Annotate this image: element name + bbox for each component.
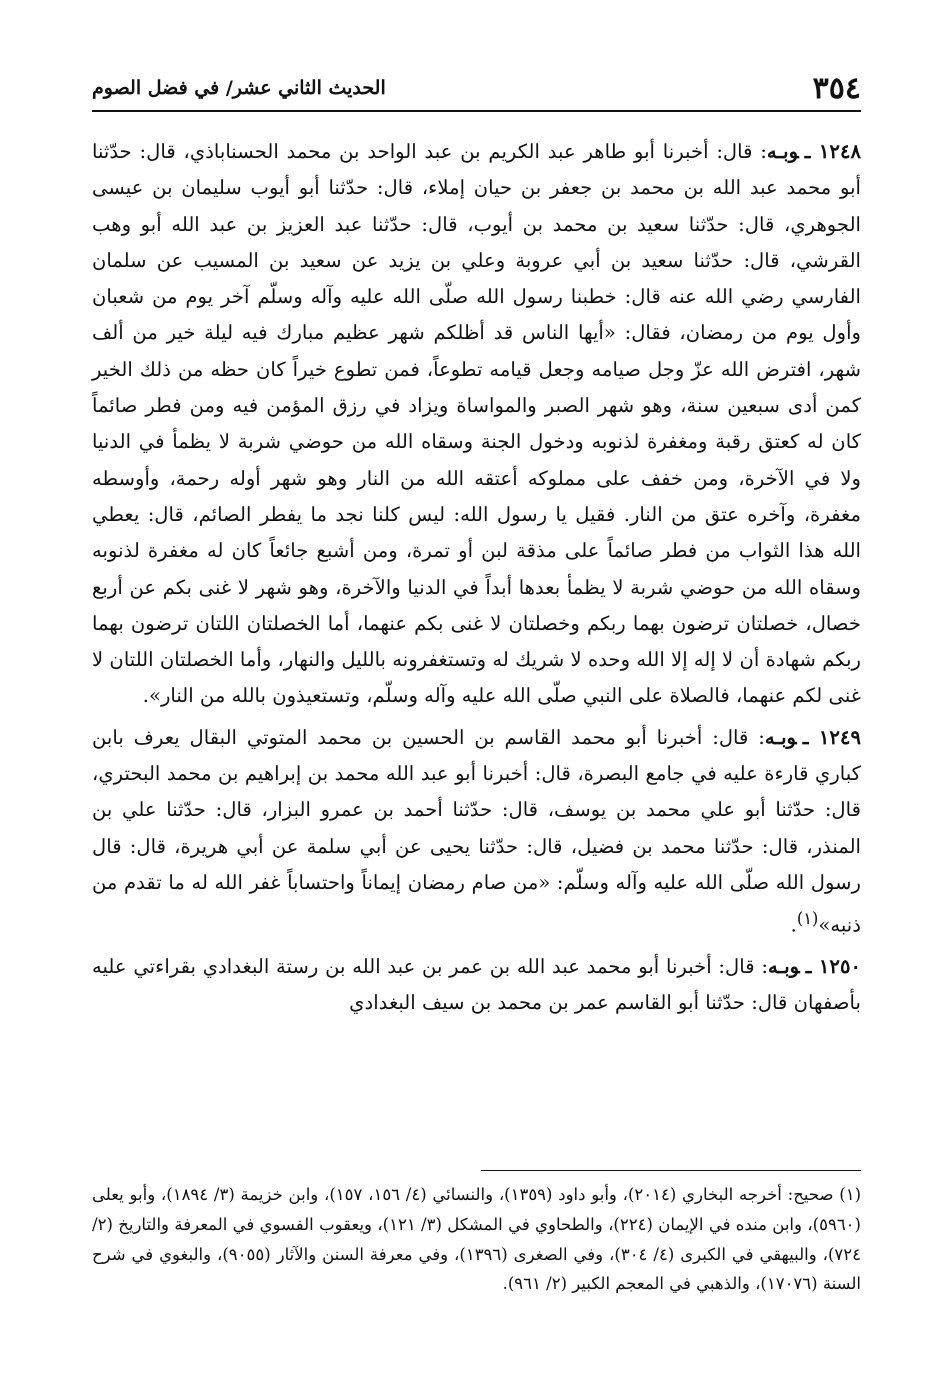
hadith-entry-1250	[92, 949, 861, 1022]
hadith-number: ١٢٤٩ ـ	[802, 725, 861, 749]
page-header	[92, 66, 861, 112]
hadith-text: : قال: أخبرنا أبو محمد القاسم بن الحسين بن محمد المتوتي البقال يعرف بابن كباري قارءة عليه في جامع البصرة، قال: أخبرنا أبو عبد الله محمد بن إبراهيم بن محمد البحتري، قال: حدّثنا أبو علي محمد بن يوسف، قال: حدّثنا أحمد بن عمرو البزار، قال: حدّثنا علي بن المنذر، قال: حدّثنا محمد بن فضيل، قال: حدّثنا يحيى عن أبي سلمة عن أبي هريرة، قال: قال رسول الله صلّى الله عليه وآله وسلّم: «من صام رمضان إيماناً واحتساباً غفر الله له ما تقدم من ذنبه»	[92, 725, 861, 937]
hadith-text: : قال: أخبرنا أبو محمد عبد الله بن عمر بن عبد الله بن رستة البغدادي بقراءتي عليه بأصفهان قال: حدّثنا أبو القاسم عمر بن محمد بن سيف البغدادي	[92, 955, 861, 1015]
hadith-end-punctuation: .	[790, 913, 797, 937]
hadith-text: : قال: أخبرنا أبو طاهر عبد الكريم بن عبد الواحد بن محمد الحسناباذي، قال: حدّثنا أبو محمد عبد الله بن محمد بن جعفر بن حيان إملاء، قال: حدّثنا أبو أيوب سليمان بن عيسى الجوهري، قال: حدّثنا سعيد بن محمد بن أيوب، قال: حدّثنا عبد العزيز بن عبد الله أبو وهب القرشي، قال: حدّثنا سعيد بن أبي عروبة وعلي بن يزيد عن سعيد بن المسيب عن سلمان الفارسي رضي الله عنه قال: خطبنا رسول الله صلّى الله عليه وآله وسلّم آخر يوم من شعبان وأول يوم من رمضان، فقال: «أيها الناس قد أظلكم شهر عظيم مبارك فيه ليلة خير من ألف شهر، افترض الله عزّ وجل صيامه وجعل قيامه تطوعاً، فمن تطوع خيراً كان حظه من ذلك الخير كمن أدى سبعين سنة، وهو شهر الصبر والمواساة ويزاد في رزق المؤمن فيه ومن فطر صائماً كان له كعتق رقبة ومغفرة لذنوبه ودخول الجنة وسقاه الله من حوضي شربة لا يظمأ في الدنيا ولا في الآخرة، ومن خفف على مملوكه أعتقه الله من النار وهو شهر أوله رحمة، وأوسطه مغفرة، وآخره عتق من النار. فقيل يا رسول الله: ليس كلنا نجد ما يفطر الصائم، قال: يعطي الله هذا الثواب من فطر صائماً على مذقة لبن أو تمرة، ومن أشبع جائعاً كان له مغفرة لذنوبه وسقاه الله من حوضي شربة لا يظمأ بعدها أبداً في الدنيا والآخرة، وهو شهر لا غنى بكم عن أربع خصال، خصلتان ترضون بهما ربكم وخصلتان لا غنى بكم عنهما، أما الخصلتان اللتان ترضون بهما ربكم شهادة أن لا إله إلا الله وحده لا شريك له وتستغفرونه بالليل والنهار، وأما الخصلتان اللتان لا غنى لكم عنهما، فالصلاة على النبي صلّى الله عليه وآله وسلّم، وتستعيذون بالله من النار».	[92, 140, 861, 708]
hadith-number: ١٢٤٨ ـ	[804, 140, 862, 163]
page-number: ٣٥٤	[812, 70, 861, 106]
hadith-wabihi: وبـه	[766, 140, 799, 163]
hadith-wabihi: وبـه	[764, 725, 797, 749]
hadith-wabihi: وبـه	[767, 955, 800, 979]
footnotes	[92, 1180, 861, 1299]
footnote-1: (١) صحيح: أخرجه البخاري (٢٠١٤)، وأبو داود (١٣٥٩)، والنسائي (٤/ ١٥٦، ١٥٧)، وابن خزيمة (٣/ ١٨٩٤)، وأبو يعلى (٥٩٦٠)، وابن منده في الإيمان (٢٢٤)، والطحاوي في المشكل (٣/ ١٢١)، ويعقوب الفسوي في المعرفة والتاريخ (٢/ ٧٢٤)، والبيهقي في الكبرى (٤/ ٣٠٤)، وفي الصغرى (١٣٩٦)، وفي معرفة السنن والآثار (٩٠٥٥)، والبغوي في شرح السنة (١٧٠٧٦)، والذهبي في المعجم الكبير (٢/ ٩٦١).	[92, 1185, 861, 1294]
hadith-entry-1249	[92, 720, 861, 944]
hadith-entry-1248	[92, 134, 861, 715]
main-text	[92, 134, 861, 1027]
footnote-reference: (١)	[796, 909, 819, 929]
hadith-number: ١٢٥٠ ـ	[805, 955, 861, 979]
footnote-separator	[481, 1170, 861, 1171]
running-title: الحديث الثاني عشر/ في فضل الصوم	[92, 77, 386, 99]
